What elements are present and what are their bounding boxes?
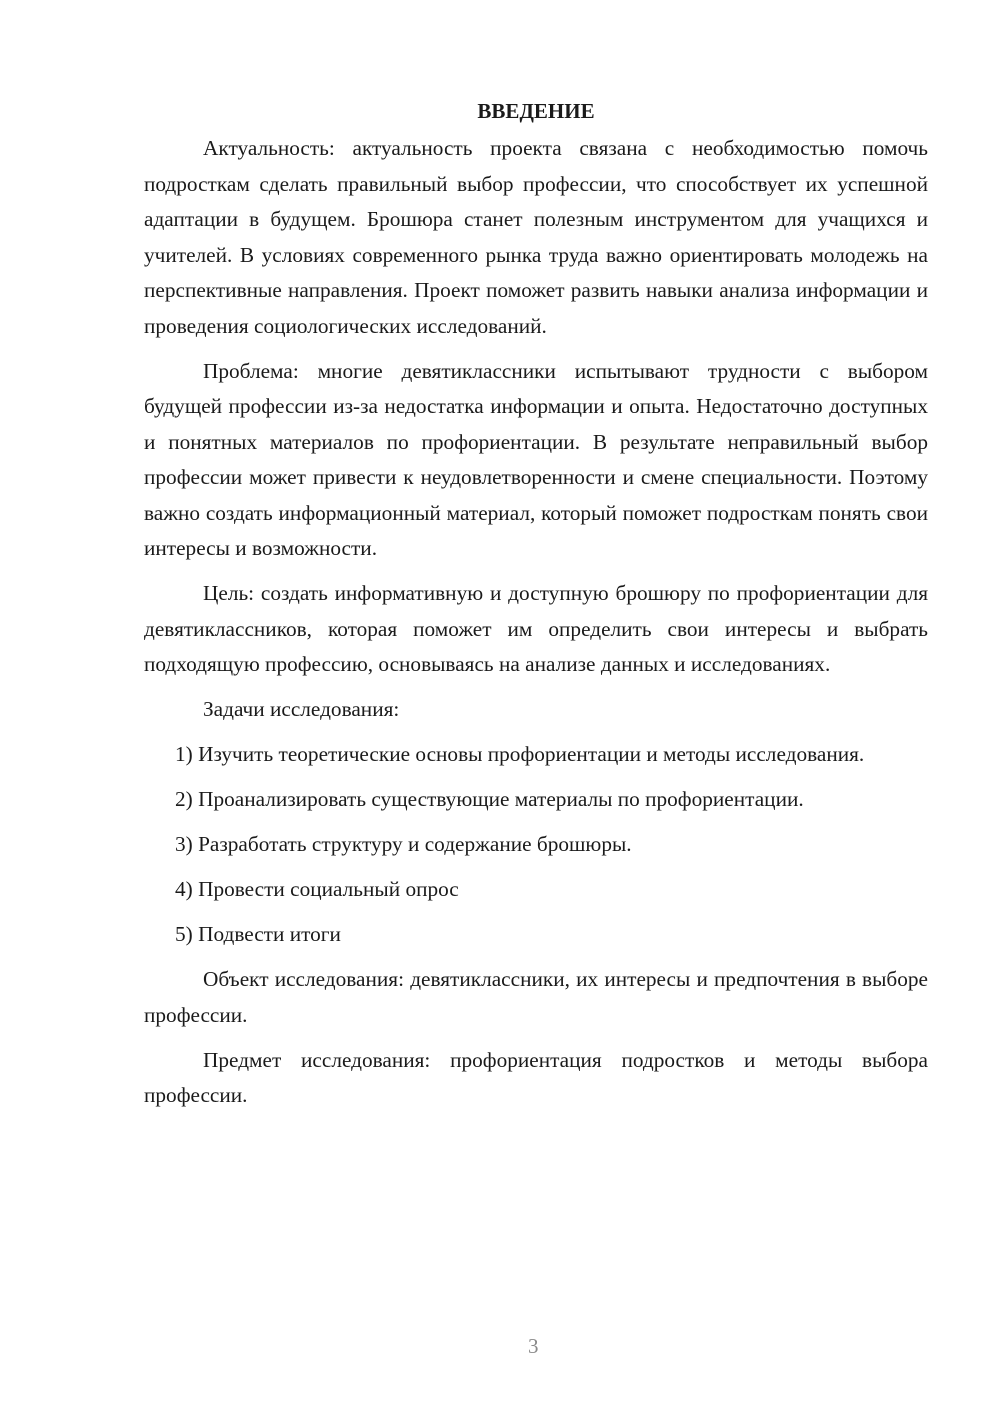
tasks-title: Задачи исследования: <box>203 697 400 721</box>
page-heading: ВВЕДЕНИЕ <box>477 99 595 123</box>
task-item-2: 2) Проанализировать существующие материалы по профориентации. <box>175 787 804 811</box>
task-item-3: 3) Разработать структуру и содержание брошюры. <box>175 832 632 856</box>
paragraph-problem: Проблема: многие девятиклассники испытывают трудности с выбором будущей профессии из-за недостатка информации и опыта. Недостаточно доступных и понятных материалов по профориентации. В результате неправильный выбор профессии может привести к неудовлетворенности и смене специальности. Поэтому важно создать информационный материал, который поможет подросткам понять свои интересы и возможности. <box>144 358 928 560</box>
task-item-5: 5) Подвести итоги <box>175 922 341 946</box>
page-number: 3 <box>528 1334 539 1358</box>
task-item-4: 4) Провести социальный опрос <box>175 877 459 901</box>
paragraph-subject: Предмет исследования: профориентация подростков и методы выбора профессии. <box>144 1047 928 1107</box>
paragraph-object: Объект исследования: девятиклассники, их интересы и предпочтения в выборе профессии. <box>144 967 928 1027</box>
paragraph-relevance: Актуальность: актуальность проекта связана с необходимостью помочь подросткам сделать правильный выбор профессии, что способствует их успешной адаптации в будущем. Брошюра станет полезным инструментом для учащихся и учителей. В условиях современного рынка труда важно ориентировать молодежь на перспективные направления. Проект поможет развить навыки анализа информации и проведения социологических исследований. <box>144 136 928 338</box>
task-item-1: 1) Изучить теоретические основы профориентации и методы исследования. <box>175 742 865 766</box>
paragraph-goal: Цель: создать информативную и доступную брошюру по профориентации для девятиклассников, которая поможет им определить свои интересы и выбрать подходящую профессию, основываясь на анализе данных и исследованиях. <box>144 581 928 676</box>
page-content <box>144 96 928 1123</box>
